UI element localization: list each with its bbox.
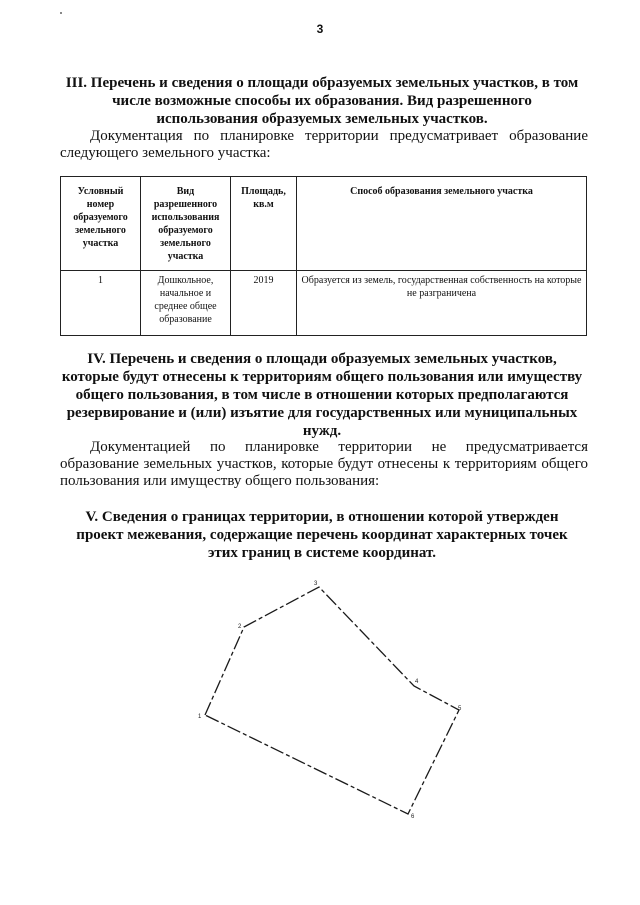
- table-row: [61, 271, 587, 336]
- section-4-heading-line: общего пользования, в том числе в отношении которых предполагаются: [75, 387, 569, 403]
- point-label: 2: [238, 624, 242, 630]
- cell-area: 2019: [231, 271, 297, 336]
- table-header-row: [61, 177, 587, 271]
- header-formation-method: Способ образования земельного участка: [297, 177, 587, 271]
- header-plot-number: Условный номер образуемого земельного участка: [61, 177, 141, 271]
- header-permitted-use: Вид разрешенного использования образуемого земельного участка: [141, 177, 231, 271]
- point-label: 3: [314, 581, 318, 587]
- land-plots-table: [60, 176, 587, 336]
- point-label: 5: [458, 706, 462, 712]
- section-4-paragraph: [60, 439, 588, 490]
- cell-plot-number: 1: [61, 271, 141, 336]
- boundary-scheme: [0, 570, 640, 830]
- section-3-paragraph-text: Документация по планировке территории предусматривает образование следующего земельного участка:: [60, 128, 588, 161]
- point-label: 4: [415, 679, 419, 685]
- header-area: Площадь, кв.м: [231, 177, 297, 271]
- section-3-paragraph: [60, 128, 588, 162]
- section-3-heading-line: использования образуемых земельных участков.: [156, 111, 488, 127]
- section-3-heading-line: числе возможные способы их образования. Вид разрешенного: [112, 93, 532, 109]
- cell-permitted-use: Дошкольное, начальное и среднее общее образование: [141, 271, 231, 336]
- section-5-heading-line: V. Сведения о границах территории, в отношении которой утвержден: [85, 509, 559, 525]
- section-4-heading-line: IV. Перечень и сведения о площади образуемых земельных участков,: [87, 351, 557, 367]
- point-label: 1: [198, 714, 202, 720]
- scan-speck: [60, 12, 62, 14]
- section-5-heading-line: этих границ в системе координат.: [207, 545, 437, 561]
- section-3-heading: [40, 74, 604, 128]
- point-label: 6: [411, 814, 415, 820]
- section-5-heading: [40, 508, 604, 562]
- section-4-heading: [40, 350, 604, 440]
- section-4-heading-line: резервирование и (или) изъятие для государственных или муниципальных: [66, 405, 578, 421]
- section-3-heading-line: III. Перечень и сведения о площади образуемых земельных участков, в том: [65, 75, 579, 91]
- section-4-heading-line: которые будут отнесены к территориям общего пользования или имуществу: [61, 369, 583, 385]
- section-4-heading-line: нужд.: [302, 423, 342, 439]
- section-4-paragraph-text: Документацией по планировке территории не предусматривается образование земельных участков, которые будут отнесены к территориям общего пользования или имуществу общего пользования:: [60, 439, 588, 489]
- cell-formation-method: Образуется из земель, государственная собственность на которые не разграничена: [297, 271, 587, 336]
- section-5-heading-line: проект межевания, содержащие перечень координат характерных точек: [76, 527, 568, 543]
- page-number: 3: [316, 22, 324, 36]
- boundary-polygon: [205, 587, 459, 814]
